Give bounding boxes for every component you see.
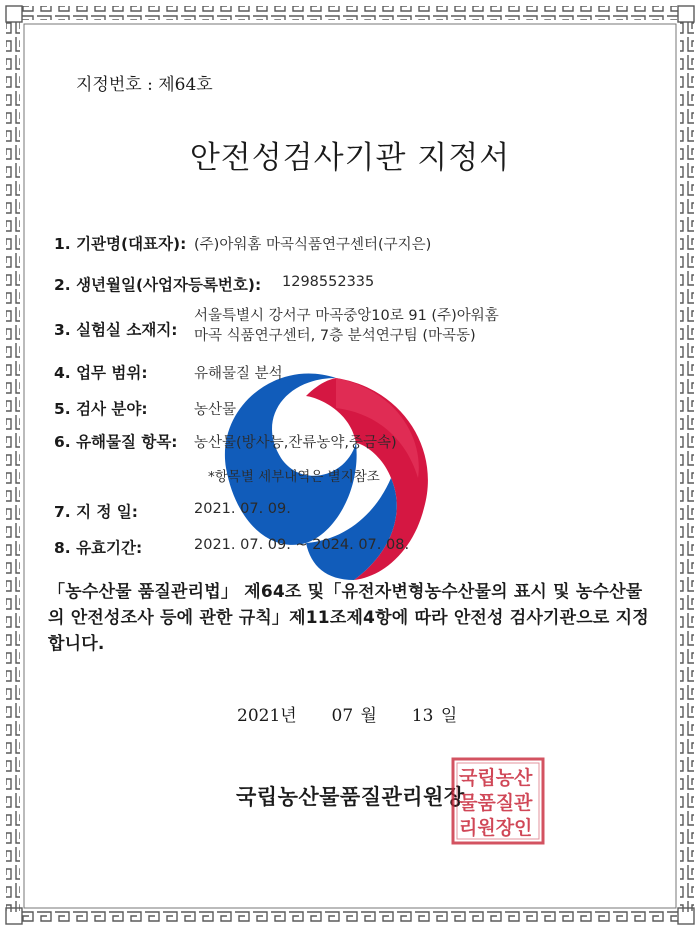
field-value-reg-no: 1298552335: [282, 274, 375, 290]
certificate-number: 지정번호 : 제64호: [76, 75, 213, 95]
issue-date-day: 13 일: [411, 706, 458, 726]
field-value-field: 농산물: [194, 402, 237, 418]
field-value-org: (주)아워홈 마곡식품연구센터(구지은): [194, 237, 432, 253]
official-seal: [451, 757, 545, 845]
field-label-lab-address: 3. 실험실 소재지:: [54, 321, 178, 339]
field-value-designation-date: 2021. 07. 09.: [194, 501, 291, 517]
field-label-scope: 4. 업무 범위:: [54, 364, 148, 382]
designation-statement: 「농수산물 품질관리법」 제64조 및「유전자변형농수산물의 표시 및 농수산물의 안전성조사 등에 관한 규칙」제11조제4항에 따라 안전성 검사기관으로 지정합니다.: [48, 582, 649, 654]
field-label-org: 1. 기관명(대표자):: [54, 235, 187, 253]
issue-date-month: 07 월: [331, 706, 377, 726]
field-label-field: 5. 검사 분야:: [54, 400, 148, 418]
issue-date: [237, 701, 457, 726]
detail-note: *항목별 세부내역은 별지참조: [208, 469, 380, 485]
field-label-validity: 8. 유효기간:: [54, 539, 143, 557]
field-label-hazard-items: 6. 유해물질 항목:: [54, 433, 178, 451]
field-label-reg-no: 2. 생년월일(사업자등록번호):: [54, 276, 262, 294]
issuer-name: 국립농산물품질관리원장: [236, 785, 465, 809]
issue-date-year: 2021년: [237, 706, 297, 726]
field-value-scope: 유해물질 분석: [194, 366, 283, 382]
field-value-lab-address: 서울특별시 강서구 마곡중앙10로 91 (주)아워홈 마곡 식품연구센터, 7층 분석연구팀 (마곡동): [194, 308, 499, 344]
field-label-designation-date: 7. 지 정 일:: [54, 503, 138, 521]
svg-text:물품질관: 물품질관: [459, 792, 533, 814]
svg-text:국립농산: 국립농산: [459, 767, 533, 789]
field-value-validity: 2021. 07. 09. ~ 2024. 07. 08.: [194, 537, 410, 553]
field-value-hazard-items: 농산물(방사능,잔류농약,중금속): [194, 435, 397, 451]
svg-text:리원장인: 리원장인: [459, 817, 533, 839]
document-title: 안전성검사기관 지정서: [189, 140, 511, 176]
